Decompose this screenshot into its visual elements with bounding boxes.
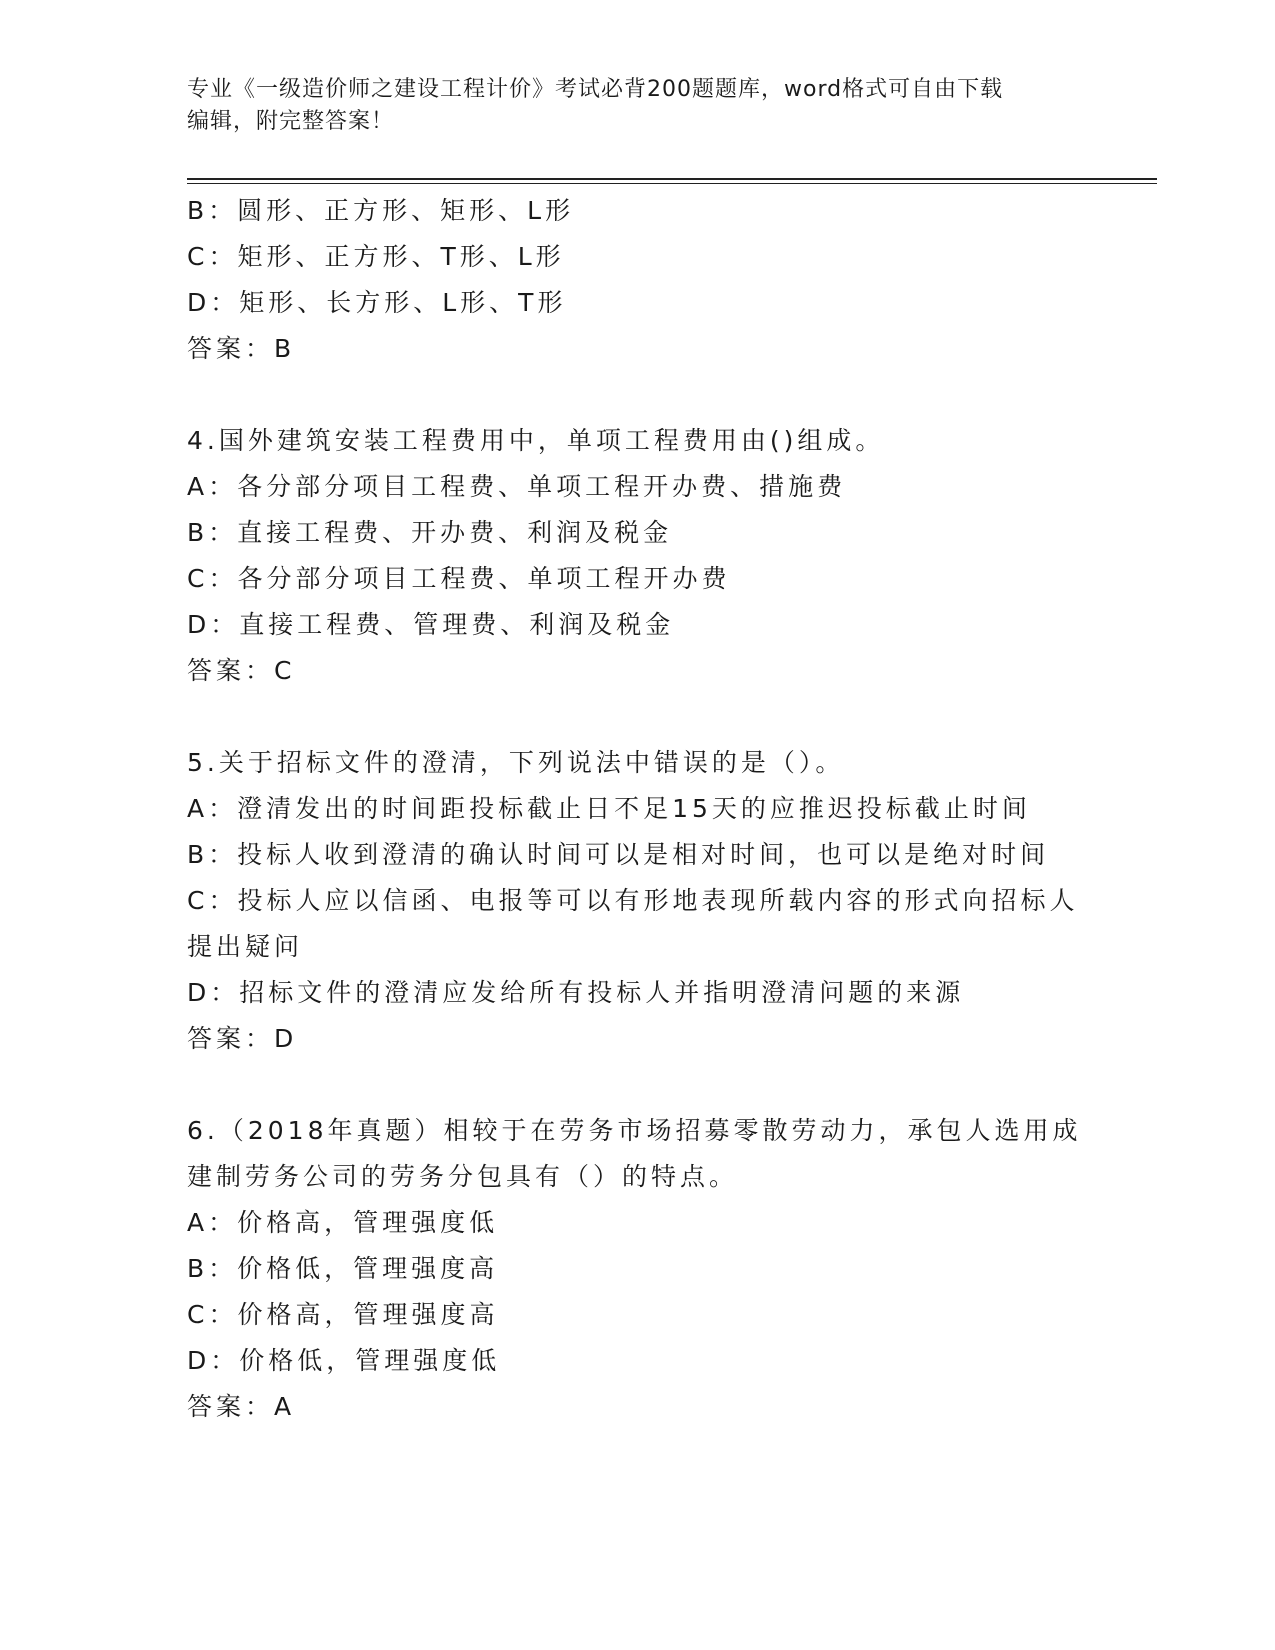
header-divider-thick bbox=[187, 178, 1157, 180]
option-b: B：圆形、正方形、矩形、L形 bbox=[187, 196, 575, 225]
option-c: C：矩形、正方形、T形、L形 bbox=[187, 242, 565, 271]
option-c: C：投标人应以信函、电报等可以有形地表现所载内容的形式向招标人 bbox=[187, 886, 1079, 915]
option-b: B：投标人收到澄清的确认时间可以是相对时间，也可以是绝对时间 bbox=[187, 840, 1050, 869]
document-header bbox=[187, 74, 1087, 138]
question-list bbox=[187, 188, 1087, 1430]
spacer bbox=[187, 694, 1087, 740]
option-d: D：矩形、长方形、L形、T形 bbox=[187, 288, 567, 317]
question-4 bbox=[187, 418, 1087, 694]
option-a: A：各分部分项目工程费、单项工程开办费、措施费 bbox=[187, 472, 847, 501]
question-stem: 4.国外建筑安装工程费用中，单项工程费用由()组成。 bbox=[187, 426, 885, 455]
answer: 答案：C bbox=[187, 656, 296, 685]
header-line-2: 编辑，附完整答案！ bbox=[187, 109, 395, 134]
answer: 答案：D bbox=[187, 1024, 298, 1053]
option-d: D：直接工程费、管理费、利润及税金 bbox=[187, 610, 675, 639]
option-b: B：价格低，管理强度高 bbox=[187, 1254, 499, 1283]
spacer bbox=[187, 1062, 1087, 1108]
option-a: A：澄清发出的时间距投标截止日不足15天的应推迟投标截止时间 bbox=[187, 794, 1031, 823]
answer: 答案：A bbox=[187, 1392, 296, 1421]
question-stem: 5.关于招标文件的澄清，下列说法中错误的是（）。 bbox=[187, 748, 845, 777]
question-3 bbox=[187, 188, 1087, 372]
spacer bbox=[187, 372, 1087, 418]
option-c: C：各分部分项目工程费、单项工程开办费 bbox=[187, 564, 731, 593]
answer: 答案：B bbox=[187, 334, 296, 363]
option-b: B：直接工程费、开办费、利润及税金 bbox=[187, 518, 673, 547]
option-c: C：价格高，管理强度高 bbox=[187, 1300, 499, 1329]
option-c-continued: 提出疑问 bbox=[187, 932, 304, 961]
header-line-1: 专业《一级造价师之建设工程计价》考试必背200题题库，word格式可自由下载 bbox=[187, 77, 1004, 102]
question-5 bbox=[187, 740, 1087, 1062]
option-d: D：招标文件的澄清应发给所有投标人并指明澄清问题的来源 bbox=[187, 978, 965, 1007]
option-d: D：价格低，管理强度低 bbox=[187, 1346, 501, 1375]
question-stem: 6.（2018年真题）相较于在劳务市场招募零散劳动力，承包人选用成 bbox=[187, 1116, 1082, 1145]
header-divider-thin bbox=[187, 183, 1157, 184]
question-6 bbox=[187, 1108, 1087, 1430]
question-stem-continued: 建制劳务公司的劳务分包具有（）的特点。 bbox=[187, 1162, 739, 1191]
option-a: A：价格高，管理强度低 bbox=[187, 1208, 499, 1237]
